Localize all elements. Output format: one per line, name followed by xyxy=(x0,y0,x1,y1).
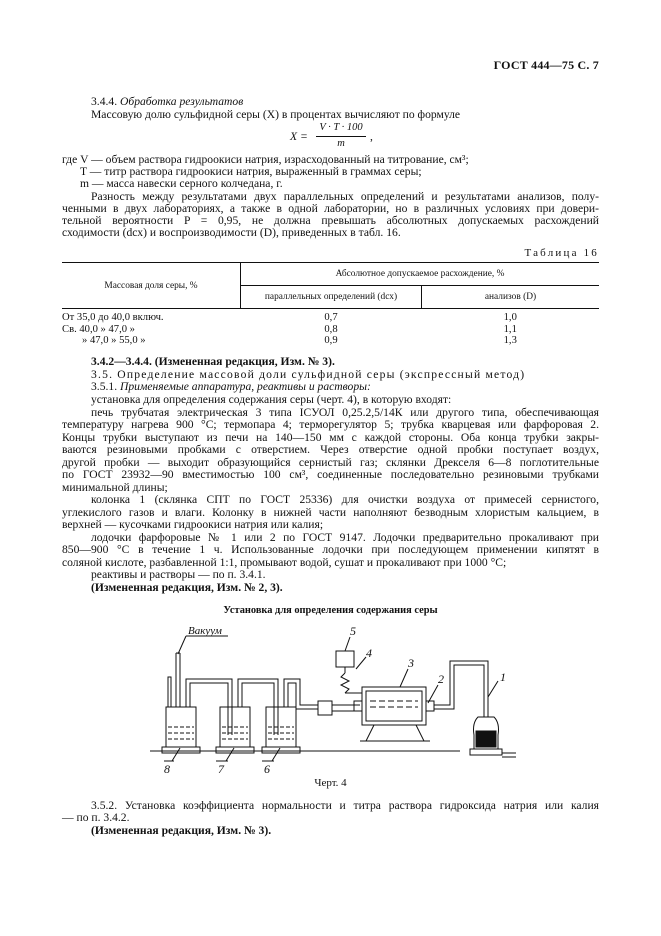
paragraph-line: ваются резиновыми пробками с отверстием. Через отверстие одной пробки поступает воздух, xyxy=(62,443,599,456)
label-7: 7 xyxy=(218,762,224,776)
paragraph-line: — по п. 3.4.2. xyxy=(62,811,130,824)
paragraph-line: Концы трубки выступают из печи на 140—150 мм с каждой стороны. Оба конца трубки закры- xyxy=(62,431,599,444)
paragraph-line: Массовую долю сульфидной серы (X) в процентах вычисляют по формуле xyxy=(91,108,461,121)
col-header-parallel: параллельных определений (dсх) xyxy=(241,286,422,309)
section-title: Обработка результатов xyxy=(120,95,244,108)
paragraph-line: минимальной длины; xyxy=(62,481,168,494)
paragraph-line: 3.5.2. Установка коэффициента нормальности и титра раствора гидроксида натрия или калия xyxy=(91,799,599,812)
label-4: 4 xyxy=(366,646,372,660)
section-3-5-1-heading: 3.5.1. Применяемые аппаратура, реактивы и растворы: xyxy=(91,380,371,393)
formula-lhs: X = xyxy=(290,130,308,143)
table-caption: Таблица 16 xyxy=(524,247,599,259)
paragraph-line: температуру нагрева 900 °С; термопара 4; терморегулятор 5; трубка кварцевая или фарфоровая 2. xyxy=(62,418,599,431)
table-row: Св. 40,0 » 47,0 » 0,8 1,1 xyxy=(62,323,517,335)
drechsel-bottle-7 xyxy=(216,707,254,753)
table-row: » 47,0 » 55,0 » 0,9 1,3 xyxy=(82,335,517,346)
edit-note: (Измененная редакция, Изм. № 3). xyxy=(91,824,272,837)
col-header-group: Абсолютное допускаемое расхождение, % xyxy=(241,263,600,286)
drechsel-bottle-6 xyxy=(262,707,300,753)
label-1: 1 xyxy=(500,670,506,684)
apparatus-diagram xyxy=(150,617,530,777)
label-8: 8 xyxy=(164,762,170,776)
drechsel-bottle-8 xyxy=(162,677,200,753)
paragraph-line: соляной кислоте, разбавленной 1:1, промывают водой, сушат и прокаливают при 1000 °С; xyxy=(62,556,507,569)
formula-tail: , xyxy=(370,130,373,143)
thermoregulator-5 xyxy=(336,651,362,693)
label-6: 6 xyxy=(264,762,270,776)
paragraph-line: колонка 1 (склянка СПТ по ГОСТ 25336) для очистки воздуха от примесей сернистого, xyxy=(91,493,599,506)
label-5: 5 xyxy=(350,624,356,638)
paragraph-line: лодочки фарфоровые № 1 или 2 по ГОСТ 9147. Лодочки предварительно прокаливают при xyxy=(91,531,599,544)
where-t: T — титр раствора гидроокиси натрия, выраженный в граммах серы; xyxy=(80,165,422,178)
paragraph-line: реактивы и растворы — по п. 3.4.1. xyxy=(91,568,266,581)
col-header-mass: Массовая доля серы, % xyxy=(62,263,241,309)
paragraph-line: тельной вероятности P = 0,95, не должна превышать абсолютных допускаемых расхождений xyxy=(62,214,599,227)
paragraph-line: сходимости (dсх) и воспроизводимости (D), приведенных в табл. 16. xyxy=(62,226,401,239)
tube-furnace-3 xyxy=(354,687,434,741)
figure-title: Установка для определения содержания серы xyxy=(223,605,438,616)
tolerance-table xyxy=(62,262,599,347)
paragraph-line: углекислого газов и влаги. Колонку в нижней части наполняют безводным хлористым кальцием, в xyxy=(62,506,599,519)
edit-note: (Измененная редакция, Изм. № 2, 3). xyxy=(91,581,283,594)
paragraph-line: ченными в двух лабораториях, а также в одной лаборатории, но в различных условиях при довери- xyxy=(62,202,599,215)
paragraph-line: установка для определения содержания серы (черт. 4), в которую входят: xyxy=(91,393,452,406)
paragraph-line: печь трубчатая электрическая 3 типа ICУОЛ 0,25.2,5/14К или другого типа, обеспечивающая xyxy=(91,406,599,419)
paragraph-line: по ГОСТ 23932—90 вместимостью 100 см³, соединенные последовательно резиновыми трубками xyxy=(62,468,599,481)
page-header: ГОСТ 444—75 С. 7 xyxy=(493,58,599,72)
paragraph-line: Разность между результатами двух параллельных определений и результатами анализов, полу- xyxy=(91,190,599,203)
figure-caption: Черт. 4 xyxy=(314,777,347,789)
section-3-4-4-heading xyxy=(91,96,599,109)
section-3-5-title: 3.5. Определение массовой доли сульфидной серы (экспрессный метод) xyxy=(91,368,526,381)
fraction-bar xyxy=(316,136,366,137)
where-m: m — масса навески серного колчедана, г. xyxy=(80,177,283,190)
where-v: где V — объем раствора гидроокиси натрия, израсходованный на титрование, см³; xyxy=(62,153,469,166)
paragraph-line: другой пробки — выходит образующийся сернистый газ; склянки Дрекселя 6—8 поглотительные xyxy=(62,456,599,469)
formula-denominator: m xyxy=(337,138,345,149)
label-2: 2 xyxy=(438,672,444,686)
vacuum-label: Вакуум xyxy=(188,625,222,637)
edit-note: 3.4.2—3.4.4. (Измененная редакция, Изм. № 3). xyxy=(91,355,335,368)
sulfur-formula xyxy=(290,122,410,152)
purification-column-1 xyxy=(470,717,516,757)
formula-numerator: V · T · 100 xyxy=(319,122,363,133)
paragraph-line: 850—900 °С в течение 1 ч. Использованные лодочки при последующем применении кипятят в xyxy=(62,543,599,556)
valve xyxy=(318,701,332,715)
table-row: От 35,0 до 40,0 включ. 0,7 1,0 xyxy=(62,312,517,323)
section-number: 3.4.4. xyxy=(91,95,118,108)
paragraph-line: верхней — кусочками гидроокиси натрия или калия; xyxy=(62,518,324,531)
col-header-analyses: анализов (D) xyxy=(422,286,600,309)
label-3: 3 xyxy=(408,656,414,670)
